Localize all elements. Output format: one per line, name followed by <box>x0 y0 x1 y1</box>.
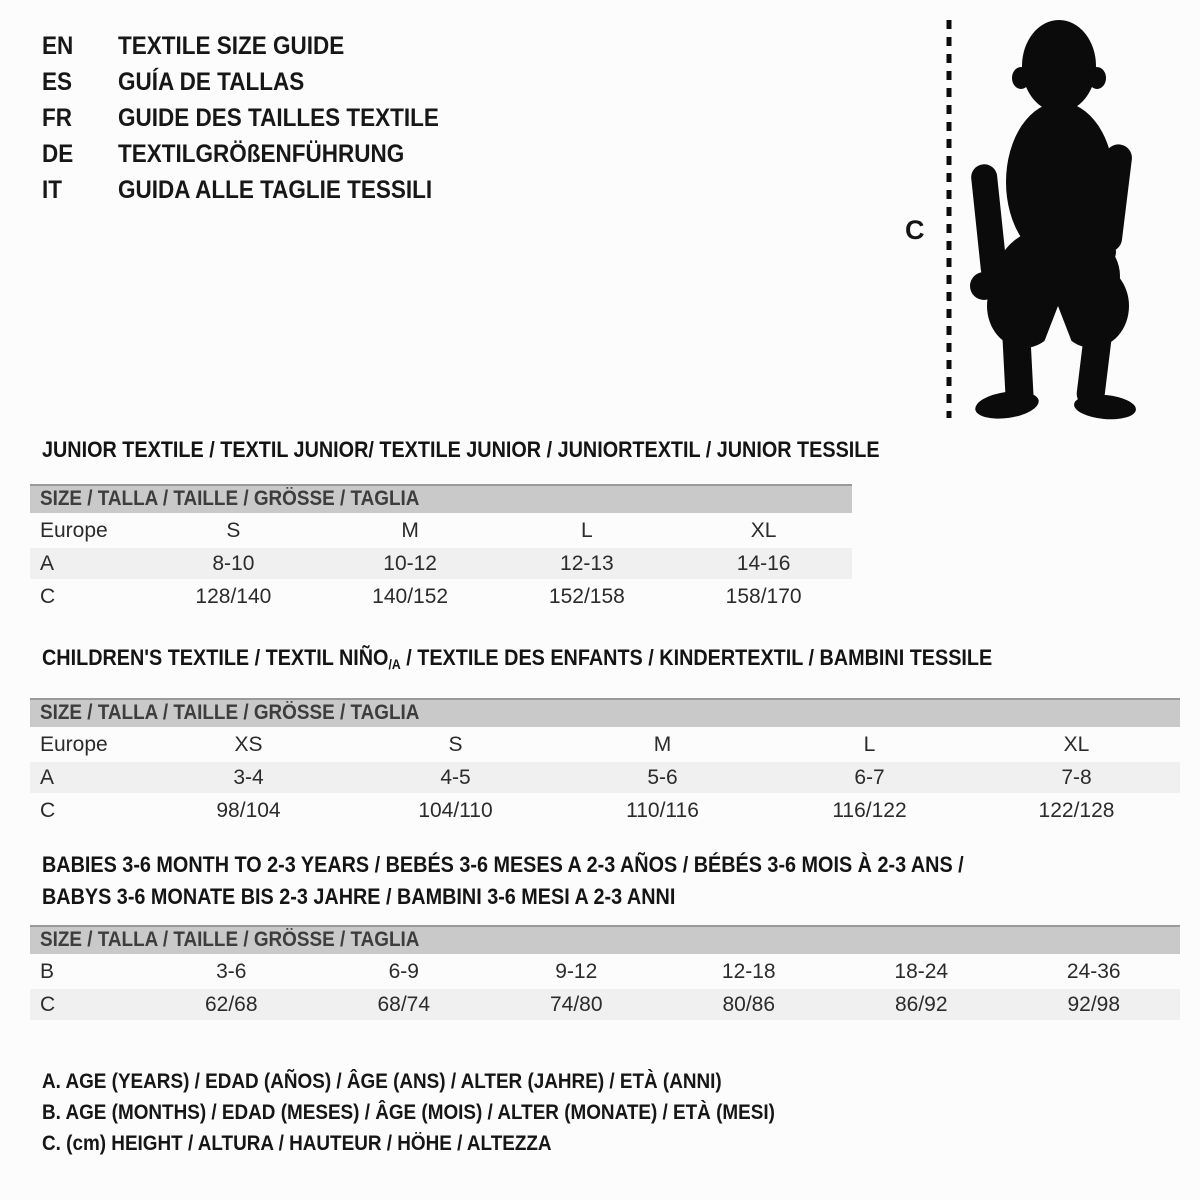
row-cell: 24-36 <box>1066 960 1121 983</box>
row-label: C <box>40 993 56 1016</box>
row-cell: 9-12 <box>555 960 598 983</box>
section-junior-textile <box>30 434 880 612</box>
row-cell: 14-16 <box>736 552 791 575</box>
toddler-silhouette-icon <box>962 14 1142 420</box>
table-header-label: SIZE / TALLA / TAILLE / GRÖSSE / TAGLIA <box>40 701 420 724</box>
row-label: A <box>40 766 55 789</box>
table-row <box>30 795 1180 826</box>
row-cell: 128/140 <box>195 585 272 608</box>
legend-footnotes <box>42 1066 856 1159</box>
section-title: CHILDREN'S TEXTILE / TEXTIL NIÑO/A / TEXTILE DES ENFANTS / KINDERTEXTIL / BAMBINI TESSILE <box>42 645 993 672</box>
height-measure-line-icon <box>945 18 953 420</box>
language-row <box>42 136 475 172</box>
row-cell: 12-13 <box>560 552 614 575</box>
table-rows <box>30 729 1180 826</box>
table-row <box>30 956 1180 987</box>
row-cell: 152/158 <box>548 585 625 608</box>
language-code: FR <box>42 104 72 132</box>
footnote-text: B. AGE (MONTHS) / EDAD (MESES) / ÂGE (MOIS) / ALTER (MONATE) / ETÀ (MESI) <box>42 1101 775 1124</box>
language-code: DE <box>42 140 74 168</box>
row-cell: 68/74 <box>377 993 431 1016</box>
size-table <box>30 484 852 612</box>
row-cell: 3-6 <box>216 960 247 983</box>
language-row <box>42 28 475 64</box>
language-title: GUIDE DES TAILLES TEXTILE <box>118 104 439 132</box>
table-row <box>30 762 1180 793</box>
row-cell: 5-6 <box>647 766 678 789</box>
footnote-line <box>42 1128 856 1159</box>
table-row <box>30 581 852 612</box>
row-cell: 98/104 <box>216 799 281 822</box>
row-cell: 12-18 <box>721 960 776 983</box>
table-rows <box>30 956 1180 1020</box>
row-cell: 3-4 <box>233 766 264 789</box>
row-cell: M <box>653 733 672 756</box>
row-cell: 4-5 <box>440 766 471 789</box>
language-title: GUÍA DE TALLAS <box>118 68 305 96</box>
row-cell: XL <box>1063 733 1090 756</box>
section-title: BABIES 3-6 MONTH TO 2-3 YEARS / BEBÉS 3-6 MESES A 2-3 AÑOS / BÉBÉS 3-6 MOIS À 2-3 ANS / BABYS 3-6 MONATE BIS 2-3 JAHRE / BAMBINI 3-6 MESI A 2-3 ANNI <box>42 852 964 909</box>
row-cell: 86/92 <box>894 993 948 1016</box>
row-cell: 122/128 <box>1038 799 1115 822</box>
row-cell: S <box>448 733 463 756</box>
row-cell: 80/86 <box>722 993 776 1016</box>
row-cell: L <box>863 733 876 756</box>
row-cell: 116/122 <box>832 799 907 822</box>
row-cell: L <box>581 519 593 542</box>
footnote-line <box>42 1066 856 1097</box>
table-rows <box>30 515 852 612</box>
language-title: GUIDA ALLE TAGLIE TESSILI <box>118 176 433 204</box>
language-title: TEXTILE SIZE GUIDE <box>118 32 345 60</box>
row-cell: 158/170 <box>725 585 802 608</box>
height-measure-label: C <box>905 215 925 245</box>
row-cell: 6-9 <box>388 960 419 983</box>
section-title: JUNIOR TEXTILE / TEXTIL JUNIOR/ TEXTILE JUNIOR / JUNIORTEXTIL / JUNIOR TESSILE <box>42 437 880 462</box>
table-header <box>30 925 1180 954</box>
language-row <box>42 172 475 208</box>
row-cell: XS <box>234 733 263 756</box>
row-cell: XL <box>750 519 777 542</box>
row-cell: 104/110 <box>418 799 493 822</box>
table-header <box>30 698 1180 727</box>
language-code: EN <box>42 32 74 60</box>
section-babies-textile <box>30 849 1180 1020</box>
row-cell: 92/98 <box>1067 993 1121 1016</box>
table-header <box>30 484 852 513</box>
size-table <box>30 925 1180 1020</box>
row-cell: S <box>226 519 241 542</box>
row-label: C <box>40 799 56 822</box>
table-row <box>30 515 852 546</box>
row-cell: 62/68 <box>204 993 258 1016</box>
row-cell: 140/152 <box>372 585 449 608</box>
row-label: Europe <box>40 519 108 542</box>
row-cell: M <box>401 519 419 542</box>
row-label: B <box>40 960 55 983</box>
row-cell: 8-10 <box>212 552 255 575</box>
table-header-label: SIZE / TALLA / TAILLE / GRÖSSE / TAGLIA <box>40 928 420 951</box>
size-table <box>30 698 1180 826</box>
table-header-label: SIZE / TALLA / TAILLE / GRÖSSE / TAGLIA <box>40 487 420 510</box>
row-cell: 110/116 <box>626 799 699 822</box>
language-header <box>42 28 475 208</box>
footnote-line <box>42 1097 856 1128</box>
table-row <box>30 548 852 579</box>
row-cell: 18-24 <box>894 960 949 983</box>
section-childrens-textile <box>30 642 1180 826</box>
table-row <box>30 989 1180 1020</box>
row-label: A <box>40 552 55 575</box>
language-code: IT <box>42 176 62 204</box>
row-cell: 6-7 <box>854 766 885 789</box>
language-code: ES <box>42 68 73 96</box>
title-subscript: /A <box>388 656 401 672</box>
footnote-text: A. AGE (YEARS) / EDAD (AÑOS) / ÂGE (ANS) / ALTER (JAHRE) / ETÀ (ANNI) <box>42 1070 722 1093</box>
footnote-text: C. (cm) HEIGHT / ALTURA / HAUTEUR / HÖHE / ALTEZZA <box>42 1132 552 1155</box>
language-title: TEXTILGRÖßENFÜHRUNG <box>118 140 405 168</box>
row-cell: 74/80 <box>549 993 603 1016</box>
row-cell: 7-8 <box>1061 766 1092 789</box>
language-row <box>42 100 475 136</box>
row-label: Europe <box>40 733 108 756</box>
table-row <box>30 729 1180 760</box>
language-row <box>42 64 475 100</box>
row-cell: 10-12 <box>383 552 437 575</box>
row-label: C <box>40 585 56 608</box>
